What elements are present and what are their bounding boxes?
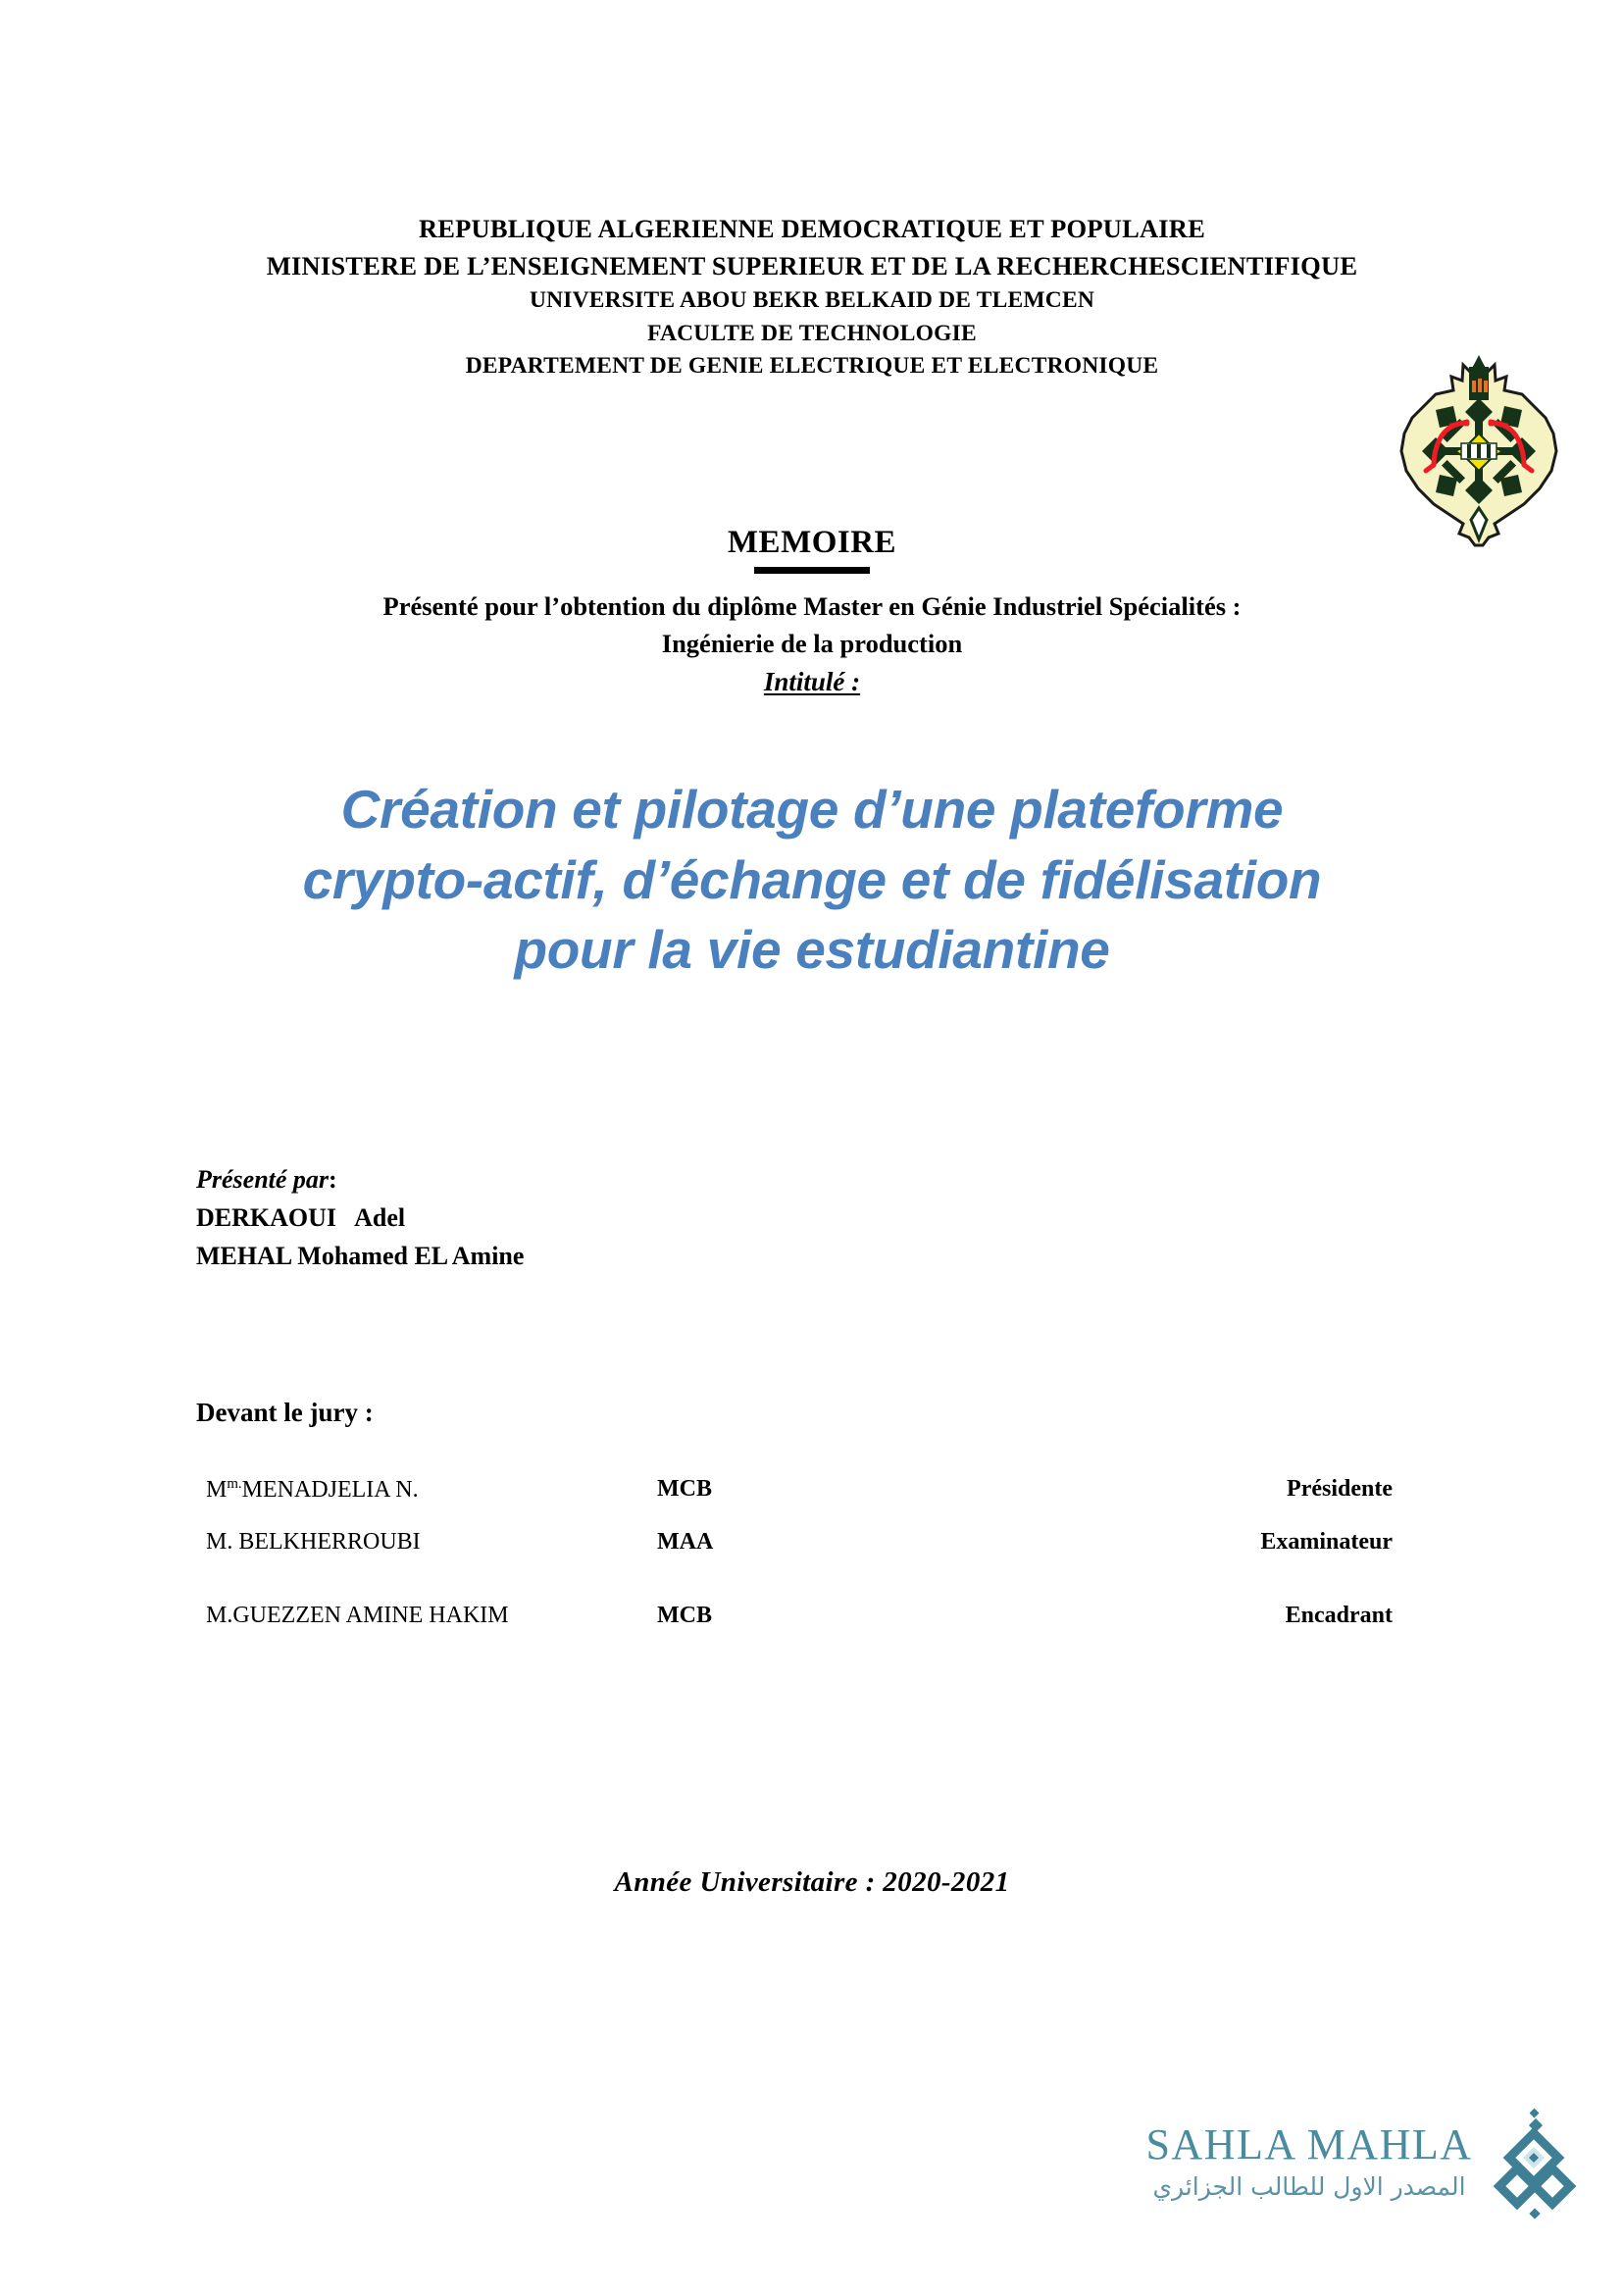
header-line-ministry: MINISTERE DE L’ENSEIGNEMENT SUPERIEUR ET DE LA RECHERCHESCIENTIFIQUE — [266, 250, 1358, 281]
diploma-statement: Présenté pour l’obtention du diplôme Master en Génie Industriel Spécialités : — [382, 590, 1242, 621]
university-rosette-logo-icon — [1396, 355, 1561, 547]
author-name-1: DERKAOUI Adel — [196, 1203, 406, 1232]
thesis-title-line-3: pour la vie estudiantine — [514, 919, 1110, 980]
jury-member-grade-3: MCB — [657, 1603, 712, 1628]
jury-honorific-1: M — [206, 1477, 228, 1503]
memoire-block — [0, 525, 1624, 697]
presented-by-label-colon: : — [329, 1165, 337, 1194]
jury-honorific-sup-1: m. — [227, 1476, 242, 1492]
intitule-label: Intitulé : — [763, 666, 861, 696]
sahla-mahla-watermark — [1123, 2120, 1584, 2251]
jury-member-name-3: M.GUEZZEN AMINE HAKIM — [206, 1603, 509, 1628]
jury-member-name-1 — [206, 1476, 657, 1529]
memoire-underline-rule — [754, 567, 870, 574]
presented-by-label-text: Présenté par — [196, 1165, 330, 1194]
memoire-heading: MEMOIRE — [727, 525, 897, 560]
jury-member-role-3: Encadrant — [1285, 1603, 1393, 1628]
presented-by-block — [196, 1165, 524, 1271]
header-line-university: UNIVERSITE ABOU BEKR BELKAID DE TLEMCEN — [529, 287, 1095, 314]
jury-heading: Devant le jury : — [196, 1398, 374, 1427]
thesis-title-line-2: crypto-actif, d’échange et de fidélisation — [302, 848, 1322, 910]
jury-table — [206, 1476, 1402, 1629]
sahla-mahla-diamond-icon — [1488, 2108, 1582, 2223]
table-row — [206, 1476, 1402, 1529]
header-line-faculty: FACULTE DE TECHNOLOGIE — [647, 320, 977, 346]
sahla-mahla-text-group — [1123, 2120, 1496, 2202]
header-line-department: DEPARTEMENT DE GENIE ELECTRIQUE ET ELECTRONIQUE — [465, 352, 1159, 379]
jury-member-grade-2: MAA — [657, 1529, 714, 1555]
jury-member-role-1: Présidente — [1287, 1476, 1393, 1502]
speciality-line: Ingénierie de la production — [661, 629, 963, 659]
table-row — [206, 1529, 1402, 1603]
jury-member-role-2: Examinateur — [1260, 1529, 1393, 1555]
sahla-mahla-arabic-tagline: المصدر الاول للطالب الجزائري — [1152, 2172, 1466, 2201]
presented-by-label — [196, 1165, 524, 1195]
table-row — [206, 1603, 1402, 1629]
author-name-2: MEHAL Mohamed EL Amine — [196, 1242, 525, 1270]
academic-year-line: Année Universitaire : 2020-2021 — [614, 1866, 1010, 1898]
header-line-republic: REPUBLIQUE ALGERIENNE DEMOCRATIQUE ET POPULAIRE — [418, 214, 1206, 243]
jury-member-grade-1: MCB — [657, 1476, 712, 1502]
institution-header — [0, 211, 1624, 383]
jury-member-name-2: M. BELKHERROUBI — [206, 1529, 421, 1555]
thesis-title-line-1: Création et pilotage d’une plateforme — [340, 779, 1284, 840]
thesis-title — [127, 775, 1497, 986]
sahla-mahla-wordmark: SAHLA MAHLA — [1145, 2120, 1473, 2168]
jury-name-text-1: MENADJELIA N. — [241, 1477, 419, 1503]
